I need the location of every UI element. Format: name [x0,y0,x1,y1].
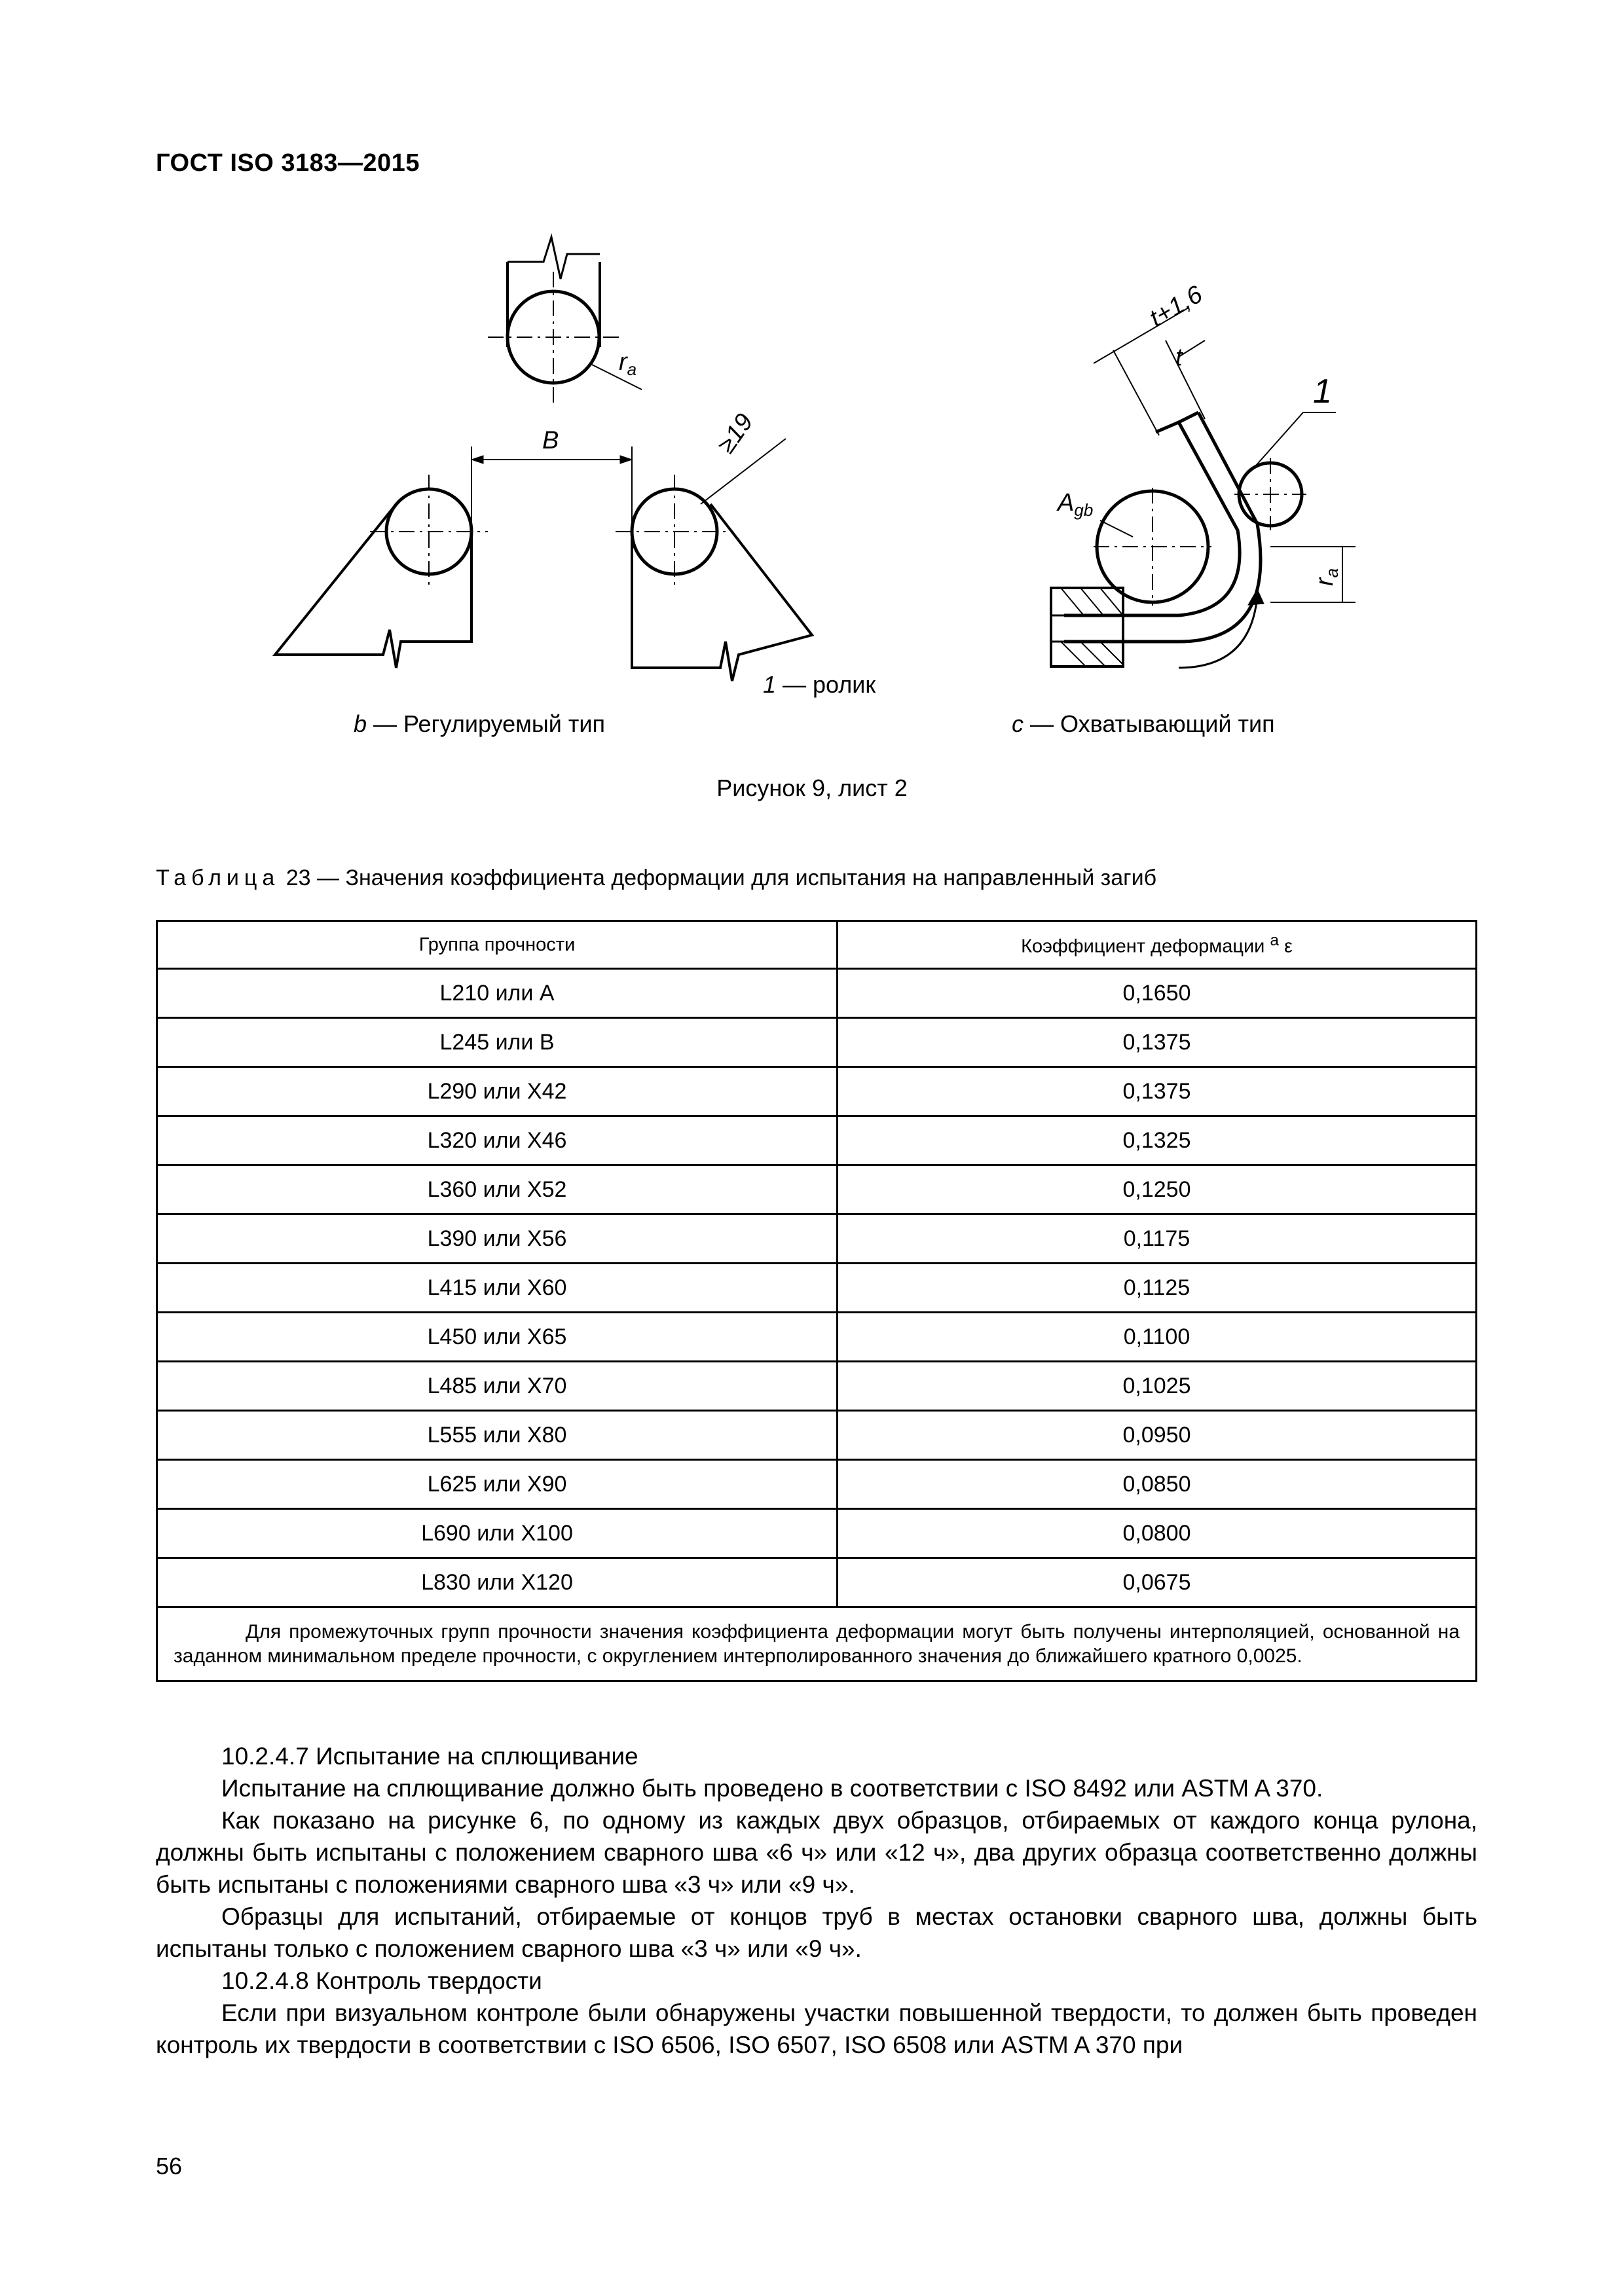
table-row [157,1509,1477,1558]
cell-value: 0,1175 [838,1214,1477,1264]
caption-c: c — Охватывающий тип [1012,710,1275,737]
caption-b: b — Регулируемый тип [354,710,606,737]
paragraph: Образцы для испытаний, отбираемые от концов труб в местах остановки сварного шва, должны быть испытаны только с положением сварного шва «3 ч» или «9 ч». [156,1903,1477,1962]
table-row [157,1558,1477,1607]
label-ra-top: $r_a$ [619,348,637,379]
table-row [157,1362,1477,1411]
cell-group: L360 или X52 [157,1165,838,1214]
cell-value: 0,1375 [838,1067,1477,1116]
left-support [275,475,488,668]
cell-value: 0,1125 [838,1264,1477,1313]
cell-group: L625 или X90 [157,1460,838,1509]
label-B: B [542,427,559,454]
deformation-table [156,920,1477,1682]
label-ge19: ≥19 [712,409,759,459]
cell-group: L210 или A [157,969,838,1018]
bend-test-drawing [249,223,1362,746]
label-1: 1 [1313,373,1332,410]
cell-value: 0,1375 [838,1018,1477,1067]
cell-group: L390 или X56 [157,1214,838,1264]
body-text [156,1740,1477,2061]
cell-group: L290 или X42 [157,1067,838,1116]
table-header-row [157,921,1477,969]
header-group: Группа прочности [157,921,838,969]
cell-value: 0,1100 [838,1313,1477,1362]
cell-value: 0,1250 [838,1165,1477,1214]
table-row [157,1214,1477,1264]
cell-group: L450 или X65 [157,1313,838,1362]
cell-group: L415 или X60 [157,1264,838,1313]
cell-group: L830 или X120 [157,1558,838,1607]
cell-value: 0,0675 [838,1558,1477,1607]
label-Agb: $A_{gb}$ [1058,489,1094,520]
label-t-plus-1-6: t+1,6 [1145,280,1208,333]
cell-group: L555 или X80 [157,1411,838,1460]
document-header: ГОСТ ISO 3183—2015 [156,149,420,177]
table-row [157,1067,1477,1116]
header-coefficient: Коэффициент деформации $^a$ ε [838,921,1477,969]
note-text: Для промежуточных групп прочности значения коэффициента деформации могут быть получены интерполяцией, основанной на заданном минимальном пределе прочности, с округлением интерполированного значения до ближайшего кратного 0,0025. [174,1621,1460,1667]
section-heading-hardness: 10.2.4.8 Контроль твердости [221,1967,542,1994]
cell-group: L690 или X100 [157,1509,838,1558]
cell-value: 0,1025 [838,1362,1477,1411]
label-t: t [1175,344,1183,371]
table-note [157,1607,1477,1681]
cell-value: 0,0800 [838,1509,1477,1558]
table-row [157,969,1477,1018]
table-row [157,1313,1477,1362]
paragraph: Как показано на рисунке 6, по одному из каждых двух образцов, отбираемых от каждого конца рулона, должны быть испытаны с положением сварного шва «6 ч» или «12 ч», два других образца соответственно должны быть испытаны с положениями сварного шва «3 ч» или «9 ч». [156,1807,1477,1898]
table-row [157,1264,1477,1313]
table-row [157,1411,1477,1460]
paragraph: Если при визуальном контроле были обнаружены участки повышенной твердости, то должен быть проведен контроль их твердости в соответствии с ISO 6506, ISO 6507, ISO 6508 или ASTM A 370 при [156,1999,1477,2058]
cell-group: L485 или X70 [157,1362,838,1411]
table-row [157,1116,1477,1165]
label-ra-right: $r_a$ [1311,568,1342,586]
table-row [157,1165,1477,1214]
cell-group: L320 или X46 [157,1116,838,1165]
right-support [616,475,812,681]
figure-title: Рисунок 9, лист 2 [716,774,908,801]
table-row [157,1018,1477,1067]
table-row [157,1460,1477,1509]
cell-value: 0,0950 [838,1411,1477,1460]
technical-drawing [249,223,1362,746]
page-number: 56 [156,2153,183,2179]
plunger-b [488,237,642,403]
wraparound-c [1051,308,1356,668]
cell-value: 0,1650 [838,969,1477,1018]
legend-1: 1 — ролик [763,671,876,698]
cell-group: L245 или B [157,1018,838,1067]
paragraph: Испытание на сплющивание должно быть проведено в соответствии с ISO 8492 или ASTM A 370. [221,1775,1323,1802]
table-note-row [157,1607,1477,1681]
cell-value: 0,1325 [838,1116,1477,1165]
cell-value: 0,0850 [838,1460,1477,1509]
table-title: Таблица 23 — Значения коэффициента деформации для испытания на направленный загиб [156,866,1157,890]
section-heading-flattening: 10.2.4.7 Испытание на сплющивание [221,1743,638,1770]
